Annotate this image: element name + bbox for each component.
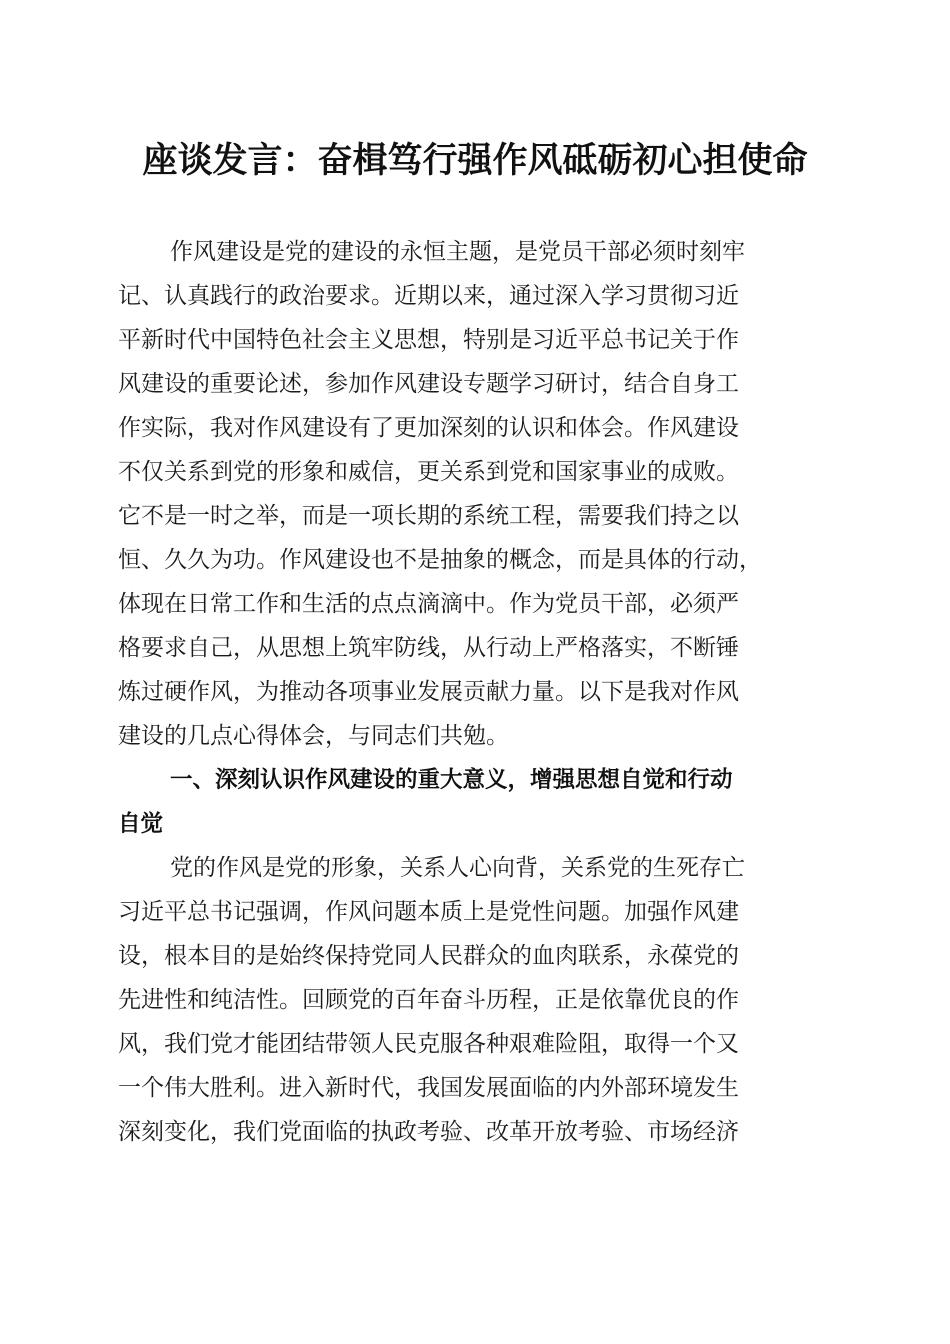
paragraph-line: 它不是一时之举，而是一项长期的系统工程，需要我们持之以 bbox=[118, 503, 739, 529]
paragraph-line: 党的作风是党的形象，关系人心向背，关系党的生死存亡 bbox=[170, 855, 745, 881]
paragraph-line: 风，我们党才能团结带领人民克服各种艰难险阻，取得一个又 bbox=[118, 1031, 739, 1057]
paragraph-line: 习近平总书记强调，作风问题本质上是党性问题。加强作风建 bbox=[118, 899, 739, 925]
heading-line: 自觉 bbox=[118, 811, 164, 837]
paragraph-line: 记、认真践行的政治要求。近期以来，通过深入学习贯彻习近 bbox=[118, 283, 739, 309]
paragraph-line: 风建设的重要论述，参加作风建设专题学习研讨，结合自身工 bbox=[118, 371, 739, 397]
paragraph-line: 设，根本目的是始终保持党同人民群众的血肉联系，永葆党的 bbox=[118, 943, 739, 969]
section-heading-1 bbox=[118, 758, 830, 846]
paragraph-section-1 bbox=[118, 846, 830, 1154]
paragraph-intro bbox=[118, 230, 830, 758]
paragraph-line: 作风建设是党的建设的永恒主题，是党员干部必须时刻牢 bbox=[170, 239, 745, 265]
document-body bbox=[118, 230, 830, 1154]
paragraph-line: 格要求自己，从思想上筑牢防线，从行动上严格落实，不断锤 bbox=[118, 635, 739, 661]
paragraph-line: 一个伟大胜利。进入新时代，我国发展面临的内外部环境发生 bbox=[118, 1075, 739, 1101]
document-title: 座谈发言：奋楫笃行强作风砥砺初心担使命 bbox=[142, 140, 808, 181]
paragraph-line: 不仅关系到党的形象和威信，更关系到党和国家事业的成败。 bbox=[118, 459, 739, 485]
paragraph-line: 作实际，我对作风建设有了更加深刻的认识和体会。作风建设 bbox=[118, 415, 739, 441]
paragraph-line: 先进性和纯洁性。回顾党的百年奋斗历程，正是依靠优良的作 bbox=[118, 987, 739, 1013]
paragraph-line: 恒、久久为功。作风建设也不是抽象的概念，而是具体的行动， bbox=[118, 547, 762, 573]
heading-line: 一、深刻认识作风建设的重大意义，增强思想自觉和行动 bbox=[170, 767, 733, 793]
paragraph-line: 深刻变化，我们党面临的执政考验、改革开放考验、市场经济 bbox=[118, 1119, 739, 1145]
paragraph-line: 平新时代中国特色社会主义思想，特别是习近平总书记关于作 bbox=[118, 327, 739, 353]
paragraph-line: 炼过硬作风，为推动各项事业发展贡献力量。以下是我对作风 bbox=[118, 679, 739, 705]
paragraph-line: 建设的几点心得体会，与同志们共勉。 bbox=[118, 723, 509, 749]
paragraph-line: 体现在日常工作和生活的点点滴滴中。作为党员干部，必须严 bbox=[118, 591, 739, 617]
